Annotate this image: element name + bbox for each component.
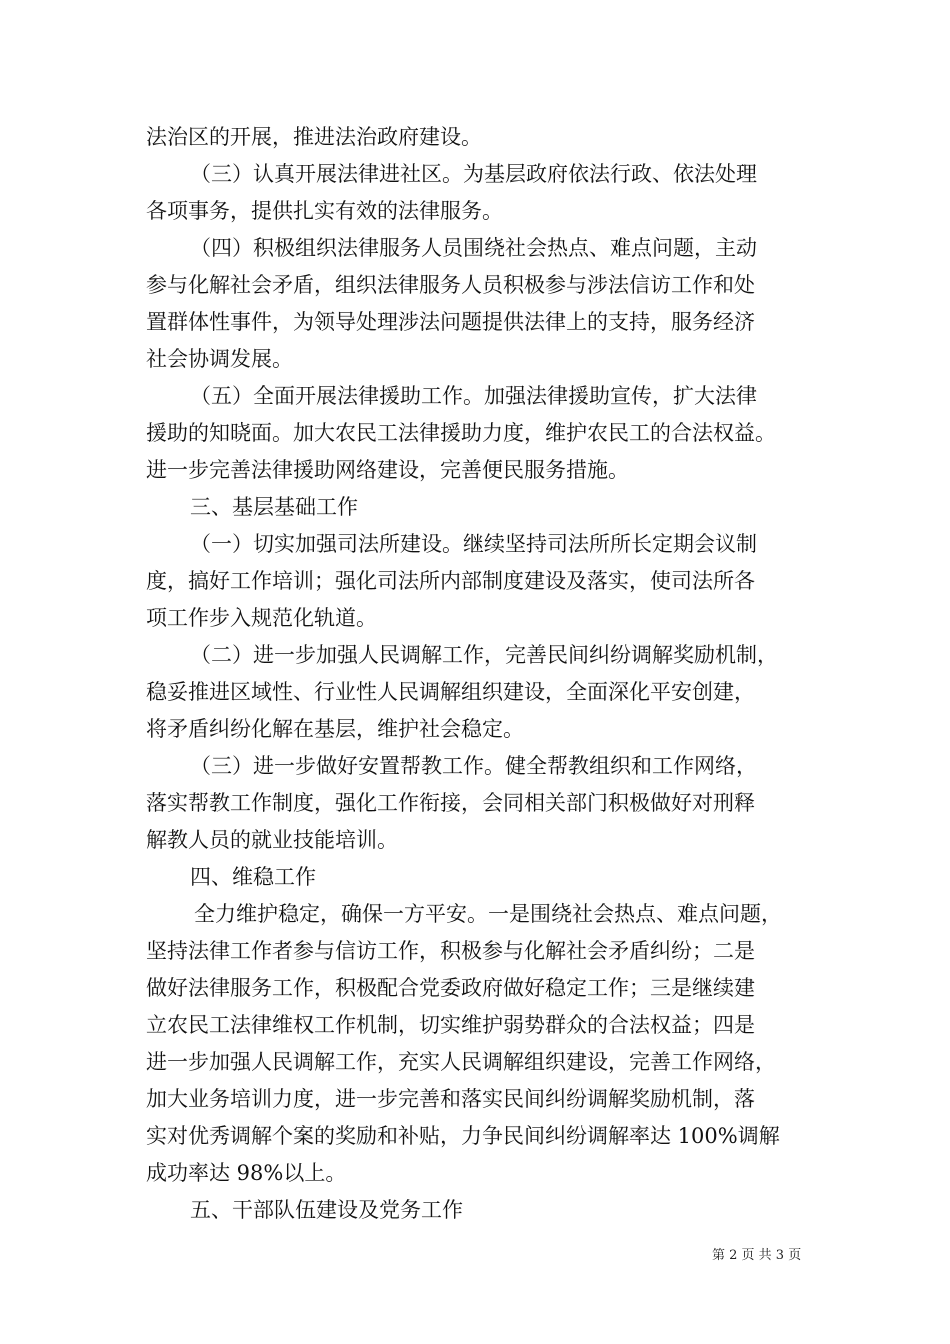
text-line: 立农民工法律维权工作机制，切实维护弱势群众的合法权益；四是: [146, 1013, 755, 1037]
text-line: 成功率达 98%以上。: [146, 1161, 347, 1185]
text-line: 实对优秀调解个案的奖励和补贴，力争民间纠纷调解率达 100%调解: [146, 1124, 780, 1148]
text-line: 参与化解社会矛盾，组织法律服务人员积极参与涉法信访工作和处: [146, 273, 755, 297]
section-heading: 四、维稳工作: [190, 865, 316, 889]
text-line: 稳妥推进区域性、行业性人民调解组织建设，全面深化平安创建，: [146, 680, 755, 704]
text-line: 将矛盾纠纷化解在基层，维护社会稳定。: [146, 717, 524, 741]
text-line: 援助的知晓面。加大农民工法律援助力度，维护农民工的合法权益。: [146, 421, 776, 445]
text-line: （一）切实加强司法所建设。继续坚持司法所所长定期会议制: [190, 532, 757, 556]
text-line: （五）全面开展法律援助工作。加强法律援助宣传，扩大法律: [190, 384, 757, 408]
text-line: （二）进一步加强人民调解工作，完善民间纠纷调解奖励机制，: [190, 643, 778, 667]
text-line: 社会协调发展。: [146, 347, 293, 371]
text-line: 置群体性事件，为领导处理涉法问题提供法律上的支持，服务经济: [146, 310, 755, 334]
text-line: 进一步加强人民调解工作，充实人民调解组织建设，完善工作网络，: [146, 1050, 776, 1074]
text-line: 加大业务培训力度，进一步完善和落实民间纠纷调解奖励机制，落: [146, 1087, 755, 1111]
section-heading: 五、干部队伍建设及党务工作: [190, 1198, 463, 1222]
text-line: 落实帮教工作制度，强化工作衔接，会同相关部门积极做好对刑释: [146, 791, 755, 815]
page-number: 第 2 页 共 3 页: [712, 1248, 802, 1263]
text-line: 全力维护稳定，确保一方平安。一是围绕社会热点、难点问题，: [194, 902, 782, 926]
text-line: 做好法律服务工作，积极配合党委政府做好稳定工作；三是继续建: [146, 976, 755, 1000]
section-heading: 三、基层基础工作: [190, 495, 358, 519]
text-line: 度，搞好工作培训；强化司法所内部制度建设及落实，使司法所各: [146, 569, 755, 593]
text-line: 项工作步入规范化轨道。: [146, 606, 377, 630]
text-line: （三）进一步做好安置帮教工作。健全帮教组织和工作网络，: [190, 754, 757, 778]
text-line: （四）积极组织法律服务人员围绕社会热点、难点问题，主动: [190, 236, 757, 260]
text-line: 各项事务，提供扎实有效的法律服务。: [146, 199, 503, 223]
text-line: （三）认真开展法律进社区。为基层政府依法行政、依法处理: [190, 162, 757, 186]
text-line: 坚持法律工作者参与信访工作，积极参与化解社会矛盾纠纷；二是: [146, 939, 755, 963]
text-line: 法治区的开展，推进法治政府建设。: [146, 125, 482, 149]
text-line: 解教人员的就业技能培训。: [146, 828, 398, 852]
text-line: 进一步完善法律援助网络建设，完善便民服务措施。: [146, 458, 629, 482]
